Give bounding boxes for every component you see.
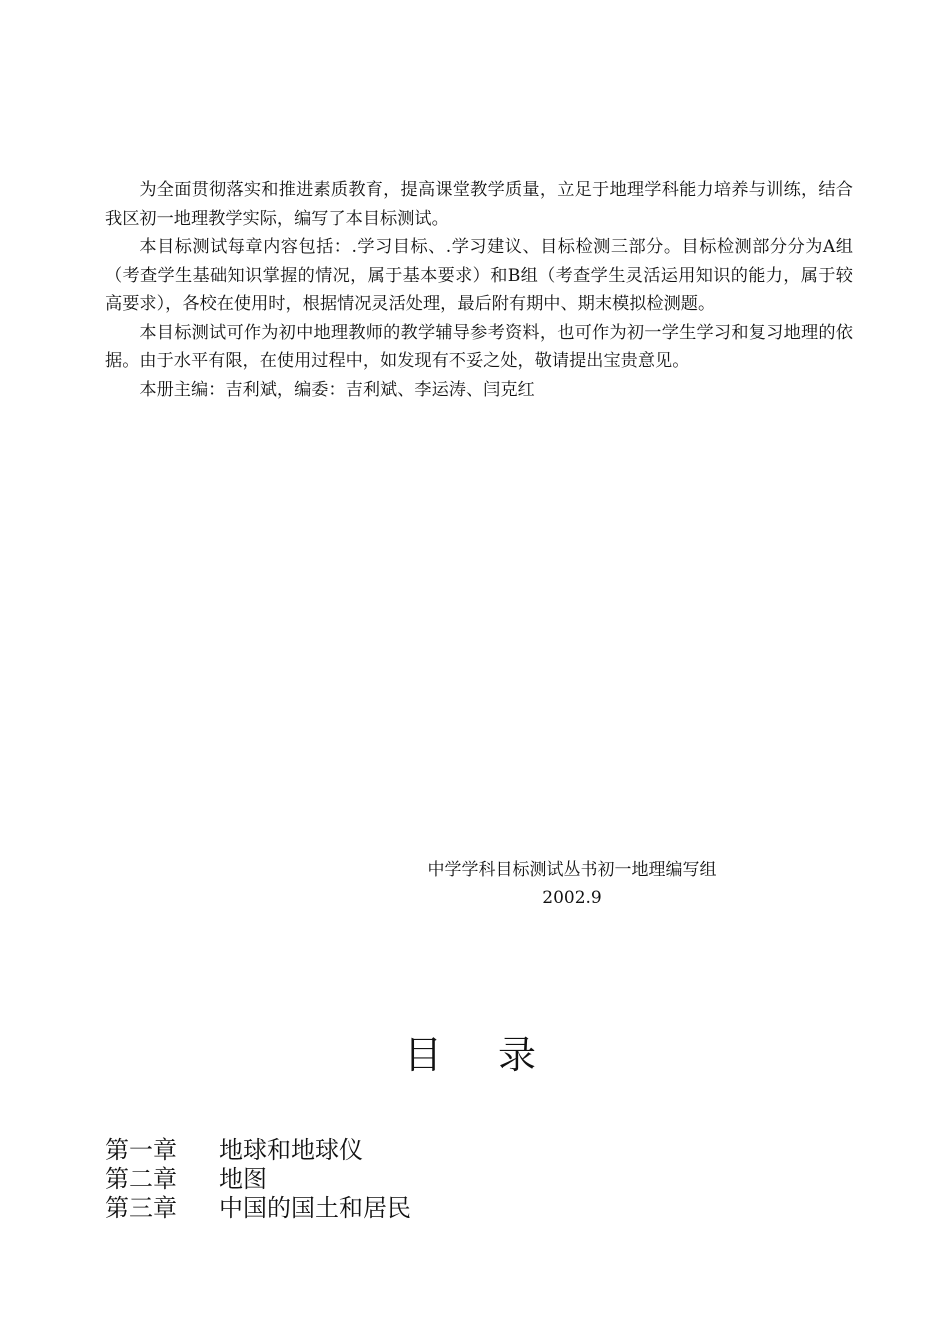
author-group: 中学学科目标测试丛书初一地理编写组 bbox=[427, 860, 717, 880]
editors-line: 本册主编：吉利斌，编委：吉利斌、李运涛、闫克红 bbox=[139, 379, 535, 400]
toc-title: 目录 bbox=[404, 1033, 593, 1077]
toc-chapter-title: 中国的国土和居民 bbox=[219, 1194, 411, 1222]
toc-item bbox=[105, 1136, 411, 1165]
preface-paragraph: 为全面贯彻落实和推进素质教育，提高课堂教学质量，立足于地理学科能力培养与训练，结合我区初一地理教学实际，编写了本目标测试。 bbox=[105, 180, 853, 229]
preface-paragraph: 本目标测试可作为初中地理教师的教学辅导参考资料，也可作为初一学生学习和复习地理的依据。由于水平有限，在使用过程中，如发现有不妥之处，敬请提出宝贵意见。 bbox=[105, 322, 853, 371]
toc-chapter-number: 第三章 bbox=[105, 1194, 177, 1222]
toc-item bbox=[105, 1165, 411, 1194]
toc-list bbox=[105, 1136, 411, 1223]
preface-paragraph: 本目标测试每章内容包括：.学习目标、.学习建议、目标检测三部分。目标检测部分分为A组（考查学生基础知识掌握的情况，属于基本要求）和B组（考查学生灵活运用知识的能力，属于较高要求），各校在使用时，根据情况灵活处理，最后附有期中、期末模拟检测题。 bbox=[105, 237, 853, 314]
toc-item bbox=[105, 1194, 411, 1223]
toc-chapter-title: 地图 bbox=[219, 1165, 267, 1193]
toc-chapter-number: 第二章 bbox=[105, 1165, 177, 1193]
toc-chapter-number: 第一章 bbox=[105, 1136, 177, 1164]
publication-date: 2002.9 bbox=[542, 888, 602, 908]
toc-chapter-title: 地球和地球仪 bbox=[219, 1136, 363, 1164]
signature-block bbox=[400, 856, 744, 912]
preface bbox=[105, 176, 853, 404]
